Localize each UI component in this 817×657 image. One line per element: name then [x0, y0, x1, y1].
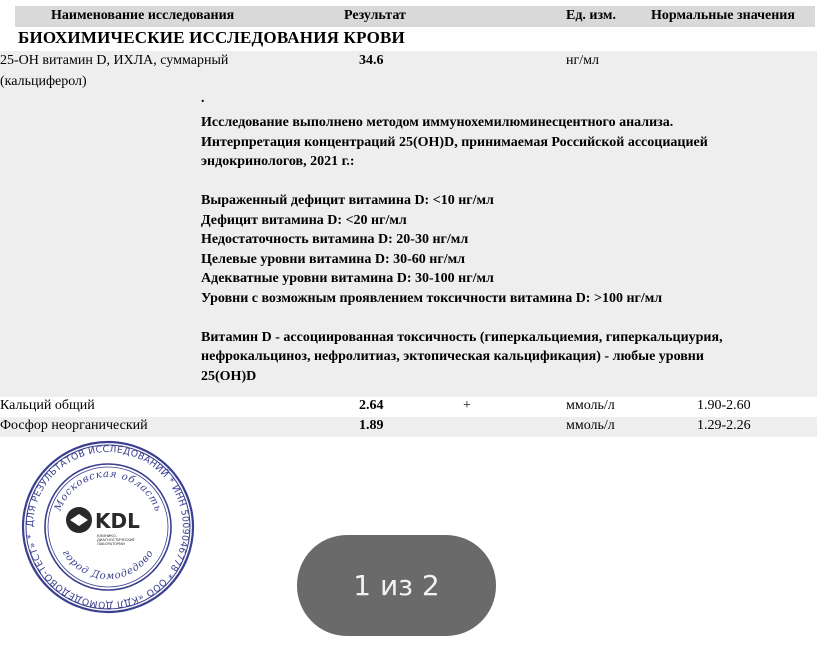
- comment-line: Уровни с возможным проявлением токсичности витамина D: >100 нг/мл: [201, 290, 663, 306]
- comment-line: [201, 308, 801, 328]
- svg-text:город Домодедово: город Домодедово: [59, 547, 157, 583]
- svg-text:ДЛЯ РЕЗУЛЬТАТОВ ИССЛЕДОВАНИЙ *: ДЛЯ РЕЗУЛЬТАТОВ ИССЛЕДОВАНИЙ * ИНН 5009046778 * ООО «КДЛ ДОМОДЕДОВО-ТЕСТ» *: [24, 443, 192, 611]
- comment-line: [201, 172, 801, 192]
- comment-line: Исследование выполнено методом иммунохемилюминесцентного анализа.: [201, 115, 674, 130]
- row-norm: 1.29-2.26: [697, 418, 751, 433]
- row-unit: ммоль/л: [566, 418, 615, 433]
- page-indicator-label: 1 из 2: [353, 569, 440, 602]
- comment-line: нефрокальциноз, нефролитиаз, эктопическая кальцификация) - любые уровни: [201, 349, 704, 364]
- result-row-phosphorus: [0, 417, 817, 437]
- svg-text:ДИАГНОСТИЧЕСКИЕ: ДИАГНОСТИЧЕСКИЕ: [97, 538, 135, 542]
- row-unit: ммоль/л: [566, 398, 615, 413]
- header-result: Результат: [344, 8, 406, 23]
- svg-text:Московская область: Московская область: [52, 468, 164, 514]
- comment-line: Интерпретация концентраций 25(OH)D, принимаемая Российской ассоциацией: [201, 134, 708, 150]
- header-unit: Ед. изм.: [566, 8, 616, 23]
- svg-text:КЛИНИКО-: КЛИНИКО-: [97, 534, 118, 538]
- comment-line: Целевые уровни витамина D: 30-60 нг/мл: [201, 251, 465, 267]
- vitd-value: 34.6: [359, 53, 384, 68]
- svg-text:KDL: KDL: [95, 509, 140, 533]
- row-flag: +: [463, 398, 471, 413]
- stamp-seal-icon: [17, 440, 199, 614]
- section-title: БИОХИМИЧЕСКИЕ ИССЛЕДОВАНИЯ КРОВИ: [18, 28, 405, 47]
- comment-line: Дефицит витамина D: <20 нг/мл: [201, 212, 407, 228]
- comment-line: 25(OH)D: [201, 368, 257, 384]
- table-header: [15, 6, 815, 27]
- svg-text:ЛАБОРАТОРИИ: ЛАБОРАТОРИИ: [97, 542, 125, 546]
- row-name: Фосфор неорганический: [0, 418, 148, 433]
- row-norm: 1.90-2.60: [697, 398, 751, 413]
- comment-line: Выраженный дефицит витамина D: <10 нг/мл: [201, 193, 494, 208]
- header-name: Наименование исследования: [51, 8, 235, 23]
- comment-dot: .: [201, 91, 205, 106]
- row-name: Кальций общий: [0, 398, 95, 413]
- vitd-comment: [201, 113, 801, 386]
- header-norm: Нормальные значения: [651, 8, 795, 23]
- comment-line: Недостаточность витамина D: 20-30 нг/мл: [201, 232, 469, 247]
- comment-line: Адекватные уровни витамина D: 30-100 нг/мл: [201, 271, 494, 286]
- comment-line: Витамин D - ассоциированная токсичность (гиперкальциемия, гиперкальциурия,: [201, 329, 723, 345]
- page-indicator: [297, 535, 496, 636]
- result-row-calcium: [0, 397, 817, 417]
- vitd-unit: нг/мл: [566, 53, 599, 68]
- comment-line: эндокринологов, 2021 г.:: [201, 154, 355, 169]
- row-value: 1.89: [359, 418, 384, 433]
- row-value: 2.64: [359, 398, 384, 413]
- lab-stamp: [17, 440, 199, 614]
- vitd-name-line1: 25-ОН витамин D, ИХЛА, суммарный: [0, 53, 229, 68]
- vitd-name-line2: (кальциферол): [0, 74, 87, 89]
